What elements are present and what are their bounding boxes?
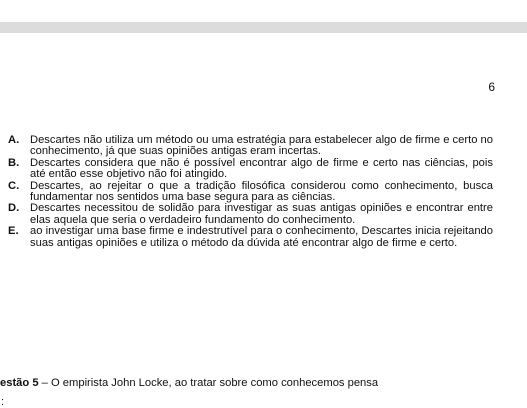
option-c bbox=[8, 181, 493, 204]
option-d bbox=[8, 203, 493, 226]
top-gray-bar bbox=[0, 22, 527, 33]
top-band bbox=[0, 0, 527, 22]
question-text: – O empirista John Locke, ao tratar sobre como conhecemos pensa bbox=[38, 377, 379, 389]
option-letter: A. bbox=[8, 134, 20, 146]
option-text: Descartes não utiliza um método ou uma estratégia para estabelecer algo de firme e certo no conhecimento, já que suas opiniões antigas eram incertas. bbox=[30, 134, 493, 158]
option-letter: C. bbox=[8, 179, 20, 192]
option-text: Descartes, ao rejeitar o que a tradição filosófica considerou como conhecimento, busca fundamentar nos sentidos uma base segura para as ciências. bbox=[30, 179, 493, 204]
option-b bbox=[8, 158, 493, 181]
option-a bbox=[8, 135, 493, 158]
option-text: ao investigar uma base firme e indestrutível para o conhecimento, Descartes inicia rejeitando suas antigas opiniões e utiliza o método da dúvida até encontrar algo de firme e certo. bbox=[30, 225, 493, 249]
question-label: estão 5 bbox=[0, 377, 39, 389]
option-letter: B. bbox=[8, 156, 20, 169]
option-text: Descartes necessitou de solidão para investigar as suas antigas opiniões e encontrar entre elas aquela que seria o verdadeiro fundamento do conhecimento. bbox=[30, 202, 493, 226]
next-question bbox=[0, 377, 527, 390]
page-number: 6 bbox=[488, 80, 495, 94]
stray-mark: : bbox=[1, 396, 5, 408]
option-letter: D. bbox=[8, 202, 20, 215]
option-text: Descartes considera que não é possível encontrar algo de firme e certo nas ciências, pois até então esse objetivo não foi atingido. bbox=[30, 156, 493, 181]
option-letter: E. bbox=[8, 225, 19, 238]
option-e bbox=[8, 226, 493, 249]
answer-options bbox=[8, 135, 493, 249]
